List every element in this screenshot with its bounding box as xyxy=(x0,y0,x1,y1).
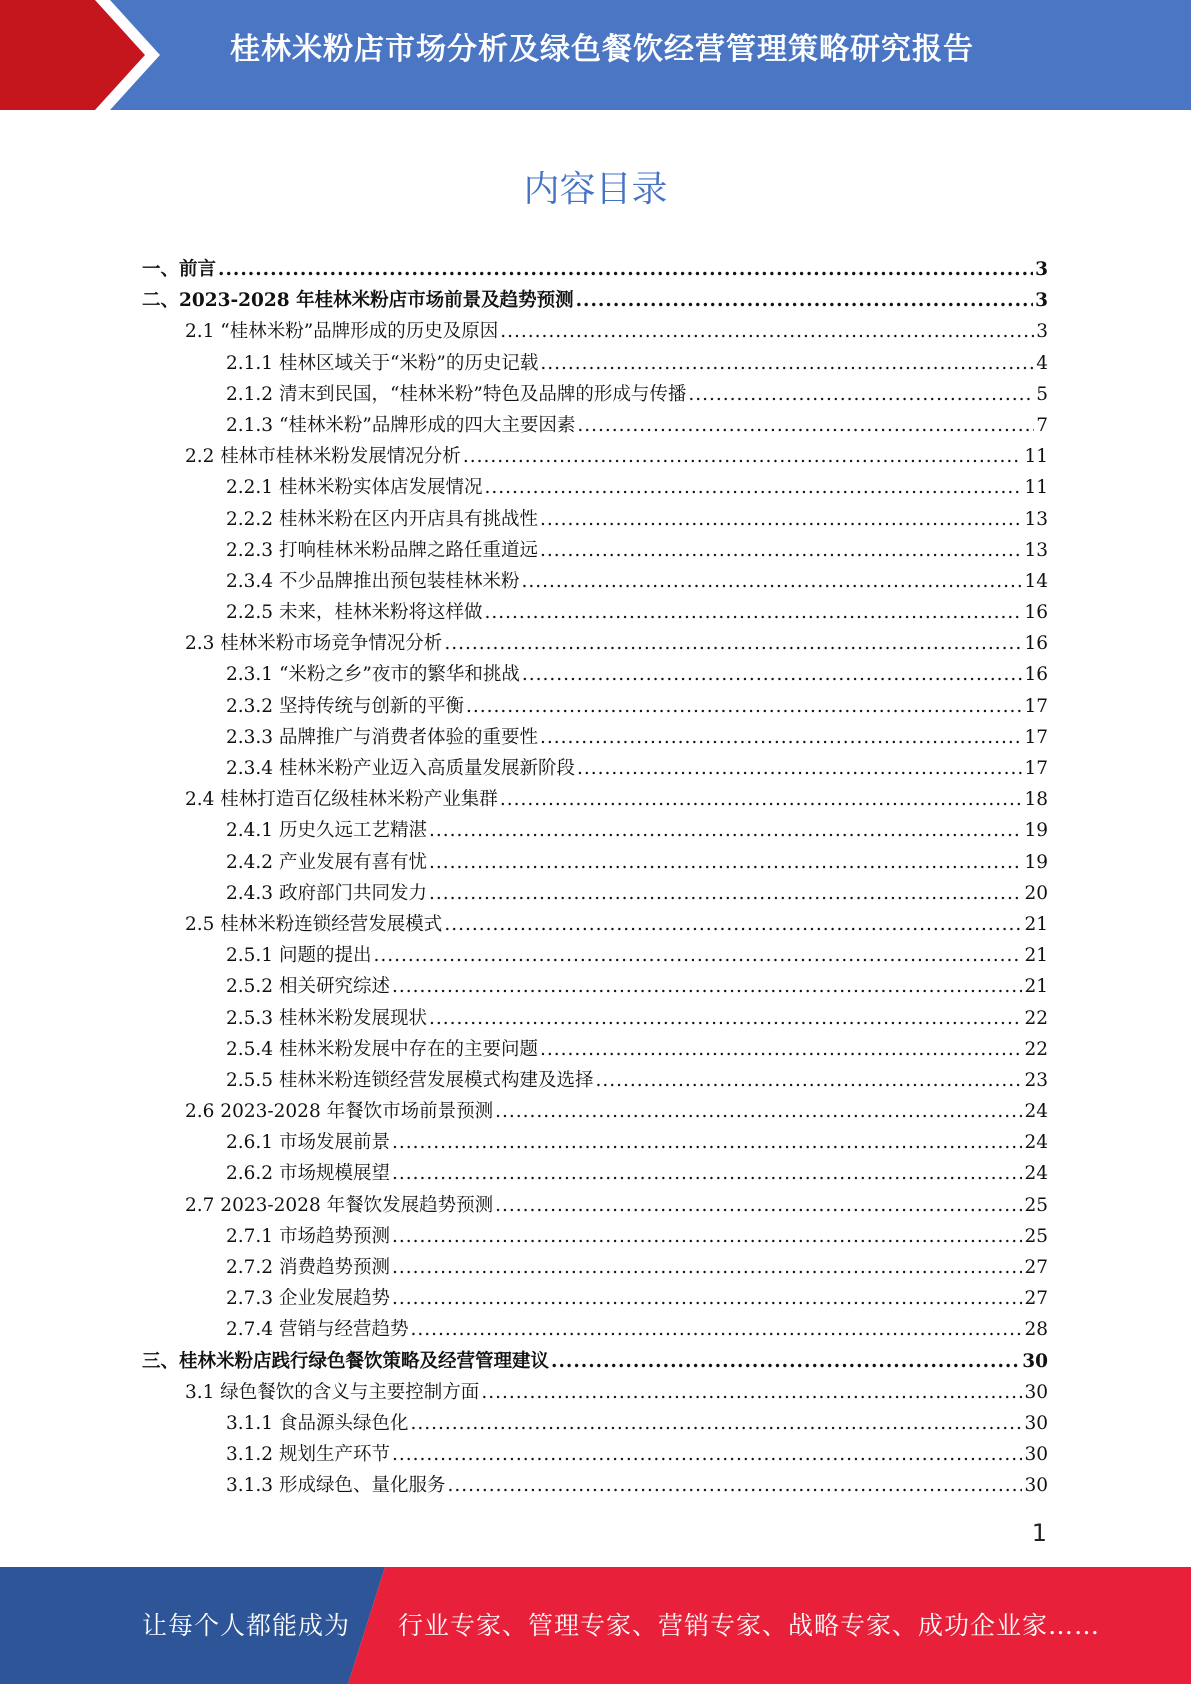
toc-dot-leader xyxy=(218,254,1033,285)
toc-entry-page: 11 xyxy=(1024,446,1048,468)
toc-dot-leader xyxy=(481,1377,1022,1408)
toc-dot-leader xyxy=(495,1096,1022,1127)
toc-entry[interactable] xyxy=(142,971,1048,1002)
toc-entry[interactable] xyxy=(142,784,1048,815)
toc-entry-label: 2.3 桂林米粉市场竞争情况分析 xyxy=(185,633,443,655)
toc-entry[interactable] xyxy=(142,410,1048,441)
toc-entry[interactable] xyxy=(142,1221,1048,1252)
toc-entry-page: 25 xyxy=(1024,1225,1048,1247)
toc-dot-leader xyxy=(410,1408,1022,1439)
toc-dot-leader xyxy=(484,597,1022,628)
toc-entry-page: 19 xyxy=(1024,820,1048,842)
toc-entry[interactable] xyxy=(142,1283,1048,1314)
toc-entry-label: 2.6.2 市场规模展望 xyxy=(226,1163,390,1185)
toc-entry-page: 13 xyxy=(1024,508,1048,530)
toc-entry-page: 23 xyxy=(1024,1069,1048,1091)
toc-dot-leader xyxy=(540,504,1022,535)
toc-entry-label: 2.4.2 产业发展有喜有忧 xyxy=(226,851,427,873)
toc-entry-label: 3.1.2 规划生产环节 xyxy=(226,1444,390,1466)
toc-entry-label: 3.1.1 食品源头绿色化 xyxy=(226,1412,409,1434)
toc-entry-label: 2.3.2 坚持传统与创新的平衡 xyxy=(226,695,464,717)
toc-entry-page: 21 xyxy=(1024,945,1048,967)
toc-dot-leader xyxy=(429,878,1022,909)
toc-dot-leader xyxy=(429,847,1022,878)
page-footer xyxy=(0,1567,1191,1684)
footer-slogan-right: 行业专家、管理专家、营销专家、战略专家、成功企业家…… xyxy=(398,1611,1101,1640)
toc-entry-page: 21 xyxy=(1024,976,1048,998)
toc-entry-label: 2.4 桂林打造百亿级桂林米粉产业集群 xyxy=(185,789,498,811)
toc-dot-leader xyxy=(463,441,1023,472)
toc-entry[interactable] xyxy=(142,1034,1048,1065)
toc-entry[interactable] xyxy=(142,379,1048,410)
toc-entry[interactable] xyxy=(142,753,1048,784)
report-title: 桂林米粉店市场分析及绿色餐饮经营管理策略研究报告 xyxy=(230,32,974,67)
toc-dot-leader xyxy=(447,1470,1022,1501)
toc-entry-label: 2.1.3 “桂林米粉”品牌形成的四大主要因素 xyxy=(226,414,576,436)
toc-entry-page: 4 xyxy=(1036,352,1048,374)
toc-entry-page: 19 xyxy=(1024,851,1048,873)
toc-entry[interactable] xyxy=(142,1346,1048,1377)
toc-dot-leader xyxy=(540,535,1022,566)
toc-entry[interactable] xyxy=(142,1003,1048,1034)
toc-dot-leader xyxy=(466,691,1022,722)
toc-dot-leader xyxy=(500,316,1034,347)
toc-entry[interactable] xyxy=(142,815,1048,846)
toc-entry[interactable] xyxy=(142,472,1048,503)
toc-dot-leader xyxy=(595,1065,1022,1096)
toc-entry[interactable] xyxy=(142,566,1048,597)
toc-entry-label: 2.2.3 打响桂林米粉品牌之路任重道远 xyxy=(226,539,538,561)
toc-entry[interactable] xyxy=(142,504,1048,535)
toc-entry-page: 27 xyxy=(1024,1288,1048,1310)
toc-dot-leader xyxy=(576,285,1034,316)
toc-dot-leader xyxy=(392,1439,1022,1470)
toc-entry[interactable] xyxy=(142,628,1048,659)
toc-entry[interactable] xyxy=(142,691,1048,722)
toc-entry[interactable] xyxy=(142,1377,1048,1408)
toc-dot-leader xyxy=(373,940,1022,971)
footer-slogan-left: 让每个人都能成为 xyxy=(142,1611,351,1640)
toc-entry-page: 14 xyxy=(1024,570,1048,592)
toc-entry-page: 30 xyxy=(1022,1350,1048,1372)
toc-entry-page: 16 xyxy=(1024,664,1048,686)
toc-entry-label: 2.3.1 “米粉之乡”夜市的繁华和挑战 xyxy=(226,664,520,686)
toc-entry[interactable] xyxy=(142,1190,1048,1221)
toc-dot-leader xyxy=(444,909,1022,940)
toc-entry-label: 2.2 桂林市桂林米粉发展情况分析 xyxy=(185,446,461,468)
toc-entry[interactable] xyxy=(142,909,1048,940)
toc-dot-leader xyxy=(444,628,1022,659)
toc-dot-leader xyxy=(522,659,1023,690)
table-of-contents xyxy=(142,254,1048,1502)
toc-dot-leader xyxy=(392,1221,1022,1252)
toc-entry-page: 30 xyxy=(1024,1381,1048,1403)
toc-entry-label: 2.5.4 桂林米粉发展中存在的主要问题 xyxy=(226,1038,538,1060)
toc-entry-label: 3.1.3 形成绿色、量化服务 xyxy=(226,1475,446,1497)
toc-entry-label: 三、桂林米粉店践行绿色餐饮策略及经营管理建议 xyxy=(142,1350,550,1372)
toc-entry[interactable] xyxy=(142,1096,1048,1127)
toc-heading: 内容目录 xyxy=(523,169,668,210)
toc-entry[interactable] xyxy=(142,441,1048,472)
toc-entry-label: 2.3.4 不少品牌推出预包装桂林米粉 xyxy=(226,570,520,592)
toc-entry-label: 2.3.3 品牌推广与消费者体验的重要性 xyxy=(226,726,538,748)
toc-entry[interactable] xyxy=(142,597,1048,628)
toc-entry-page: 21 xyxy=(1024,913,1048,935)
toc-entry-label: 2.4.3 政府部门共同发力 xyxy=(226,882,427,904)
toc-entry[interactable] xyxy=(142,535,1048,566)
toc-entry[interactable] xyxy=(142,316,1048,347)
toc-entry-page: 3 xyxy=(1035,290,1048,312)
toc-entry-label: 2.2.1 桂林米粉实体店发展情况 xyxy=(226,477,483,499)
toc-entry[interactable] xyxy=(142,878,1048,909)
toc-dot-leader xyxy=(540,722,1022,753)
toc-entry-label: 2.5.1 问题的提出 xyxy=(226,945,372,967)
toc-entry-page: 16 xyxy=(1024,633,1048,655)
toc-entry-label: 2.5.5 桂林米粉连锁经营发展模式构建及选择 xyxy=(226,1069,594,1091)
toc-entry-page: 11 xyxy=(1024,477,1048,499)
toc-entry-page: 30 xyxy=(1024,1412,1048,1434)
toc-entry[interactable] xyxy=(142,722,1048,753)
toc-dot-leader xyxy=(577,410,1034,441)
toc-entry-label: 2.5 桂林米粉连锁经营发展模式 xyxy=(185,913,443,935)
toc-entry-page: 24 xyxy=(1024,1163,1048,1185)
toc-entry-page: 16 xyxy=(1024,602,1048,624)
toc-entry-page: 17 xyxy=(1024,726,1048,748)
toc-entry-label: 2.3.4 桂林米粉产业迈入高质量发展新阶段 xyxy=(226,758,575,779)
toc-entry[interactable] xyxy=(142,285,1048,316)
toc-entry-label: 2.6.1 市场发展前景 xyxy=(226,1132,390,1154)
toc-entry-page: 7 xyxy=(1036,414,1048,436)
toc-dot-leader xyxy=(521,566,1022,597)
toc-entry[interactable] xyxy=(142,847,1048,878)
toc-entry-page: 25 xyxy=(1024,1194,1048,1216)
toc-entry-label: 2.7.2 消费趋势预测 xyxy=(226,1257,390,1278)
toc-entry-label: 二、2023-2028 年桂林米粉店市场前景及趋势预测 xyxy=(142,290,574,312)
toc-entry[interactable] xyxy=(142,1158,1048,1189)
toc-entry-label: 2.2.2 桂林米粉在区内开店具有挑战性 xyxy=(226,508,538,530)
toc-entry-label: 2.7.3 企业发展趋势 xyxy=(226,1288,390,1310)
toc-entry-label: 2.1.1 桂林区域关于“米粉”的历史记载 xyxy=(226,352,539,374)
toc-dot-leader xyxy=(392,1127,1022,1158)
toc-entry-page: 13 xyxy=(1024,539,1048,561)
toc-entry-page: 30 xyxy=(1024,1475,1048,1497)
page-number: 1 xyxy=(1031,1519,1047,1547)
toc-entry-page: 20 xyxy=(1024,882,1048,904)
toc-dot-leader xyxy=(410,1314,1022,1345)
toc-dot-leader xyxy=(392,1283,1022,1314)
toc-entry[interactable] xyxy=(142,1408,1048,1439)
toc-entry-label: 2.7.4 营销与经营趋势 xyxy=(226,1319,409,1341)
toc-entry-label: 3.1 绿色餐饮的含义与主要控制方面 xyxy=(185,1381,480,1403)
toc-entry[interactable] xyxy=(142,1252,1048,1283)
toc-dot-leader xyxy=(484,472,1022,503)
toc-dot-leader xyxy=(577,753,1022,784)
toc-entry-label: 2.7.1 市场趋势预测 xyxy=(226,1225,390,1247)
toc-dot-leader xyxy=(429,815,1022,846)
toc-entry-page: 27 xyxy=(1024,1257,1048,1278)
toc-entry-page: 22 xyxy=(1024,1007,1048,1029)
toc-entry-page: 28 xyxy=(1024,1319,1048,1341)
toc-entry[interactable] xyxy=(142,659,1048,690)
toc-dot-leader xyxy=(429,1003,1022,1034)
toc-entry-label: 一、前言 xyxy=(142,259,217,280)
toc-entry-page: 17 xyxy=(1024,758,1048,779)
toc-entry-label: 2.6 2023-2028 年餐饮市场前景预测 xyxy=(185,1101,494,1123)
toc-entry-page: 24 xyxy=(1024,1132,1048,1154)
toc-entry[interactable] xyxy=(142,940,1048,971)
toc-entry-label: 2.5.3 桂林米粉发展现状 xyxy=(226,1007,427,1029)
toc-entry-label: 2.4.1 历史久远工艺精湛 xyxy=(226,820,427,842)
toc-dot-leader xyxy=(540,1034,1022,1065)
toc-dot-leader xyxy=(500,784,1023,815)
toc-dot-leader xyxy=(551,1346,1020,1377)
toc-dot-leader xyxy=(392,1252,1022,1283)
toc-dot-leader xyxy=(688,379,1034,410)
toc-entry-page: 17 xyxy=(1024,695,1048,717)
page-header xyxy=(0,0,1191,110)
toc-entry[interactable] xyxy=(142,348,1048,379)
toc-entry[interactable] xyxy=(142,1314,1048,1345)
toc-dot-leader xyxy=(392,971,1022,1002)
toc-entry-page: 22 xyxy=(1024,1038,1048,1060)
toc-entry[interactable] xyxy=(142,1470,1048,1501)
toc-entry-page: 30 xyxy=(1024,1444,1048,1466)
toc-entry-label: 2.1 “桂林米粉”品牌形成的历史及原因 xyxy=(185,321,499,343)
toc-dot-leader xyxy=(495,1190,1022,1221)
toc-entry-page: 3 xyxy=(1035,259,1048,280)
toc-entry-label: 2.5.2 相关研究综述 xyxy=(226,976,390,998)
toc-entry-label: 2.1.2 清末到民国，“桂林米粉”特色及品牌的形成与传播 xyxy=(226,383,687,405)
toc-entry-page: 3 xyxy=(1036,321,1048,343)
toc-entry[interactable] xyxy=(142,1127,1048,1158)
toc-entry-label: 2.2.5 未来，桂林米粉将这样做 xyxy=(226,602,483,624)
toc-entry[interactable] xyxy=(142,1439,1048,1470)
toc-entry[interactable] xyxy=(142,1065,1048,1096)
toc-entry-page: 24 xyxy=(1024,1101,1048,1123)
toc-entry-page: 18 xyxy=(1024,789,1048,811)
toc-entry-label: 2.7 2023-2028 年餐饮发展趋势预测 xyxy=(185,1194,494,1216)
toc-entry[interactable] xyxy=(142,254,1048,285)
toc-dot-leader xyxy=(392,1158,1022,1189)
toc-entry-page: 5 xyxy=(1036,383,1048,405)
toc-dot-leader xyxy=(540,348,1034,379)
